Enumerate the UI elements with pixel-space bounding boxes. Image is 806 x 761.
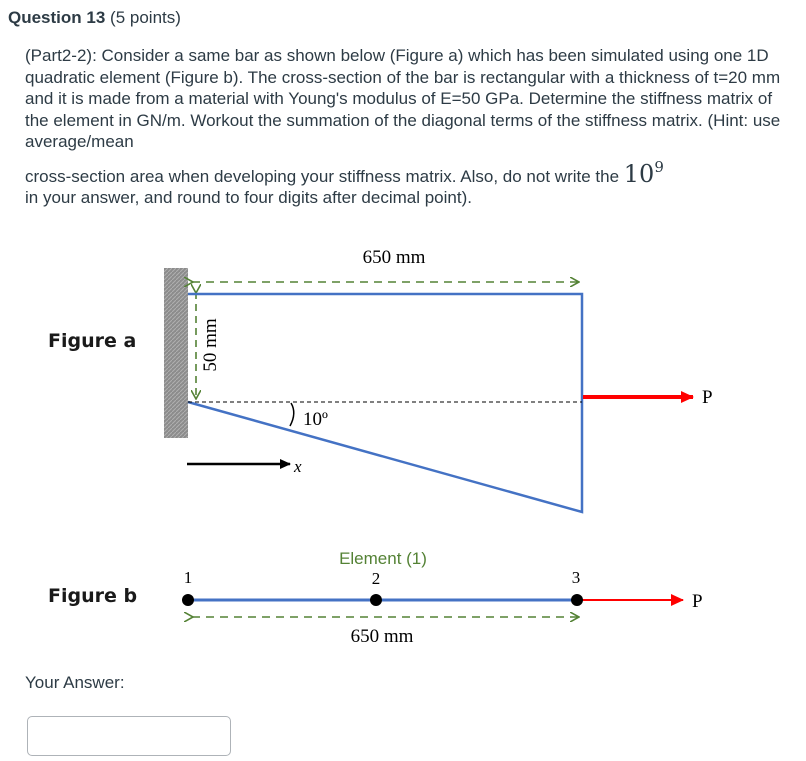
- node-2: [370, 594, 382, 606]
- figure-b: [182, 549, 703, 647]
- x-axis-label: x: [294, 457, 302, 476]
- question-title: Question 13: [8, 8, 106, 27]
- height-dimension-label: 50 mm: [200, 318, 221, 372]
- node-1-label: 1: [183, 568, 193, 587]
- figure-a: [164, 247, 713, 512]
- power-base: 10: [623, 159, 655, 188]
- node-3-label: 3: [571, 568, 581, 587]
- answer-input[interactable]: [27, 716, 231, 756]
- fixed-wall: [164, 268, 188, 438]
- question-text-segment: cross-section area when developing your stiffness matrix. Also, do not write the: [25, 166, 620, 186]
- question-text-ending: in your answer, and round to four digits after decimal point).: [25, 188, 472, 207]
- load-label-a: P: [702, 387, 713, 408]
- figure-a-label: Figure a: [48, 330, 137, 352]
- answer-label: Your Answer:: [25, 673, 125, 692]
- power-exponent: 9: [654, 157, 664, 176]
- question-points: (5 points): [110, 8, 181, 27]
- node-3: [571, 594, 583, 606]
- element-label: Element (1): [339, 549, 427, 568]
- angle-arc: [290, 403, 294, 426]
- node-2-label: 2: [371, 569, 381, 588]
- bar-outline: [188, 294, 582, 512]
- node-1: [182, 594, 194, 606]
- figure-b-label: Figure b: [48, 585, 138, 607]
- length-dimension-label: 650 mm: [362, 247, 426, 268]
- question-paragraph-1: (Part2-2): Consider a same bar as shown below (Figure a) which has been simulated using one 1D quadratic element (Figure b). The cross-section of the bar is rectangular with a thickness of t=20 mm and it is made from a material with Young's modulus of E=50 GPa. Determine the stiffness matrix of the element in GN/m. Workout the summation of the diagonal terms of the stiffness matrix. (Hint: use average/mean: [25, 46, 781, 151]
- load-label-b: P: [692, 591, 703, 612]
- angle-label: 10º: [303, 409, 328, 430]
- length-dimension-label-b: 650 mm: [350, 626, 414, 647]
